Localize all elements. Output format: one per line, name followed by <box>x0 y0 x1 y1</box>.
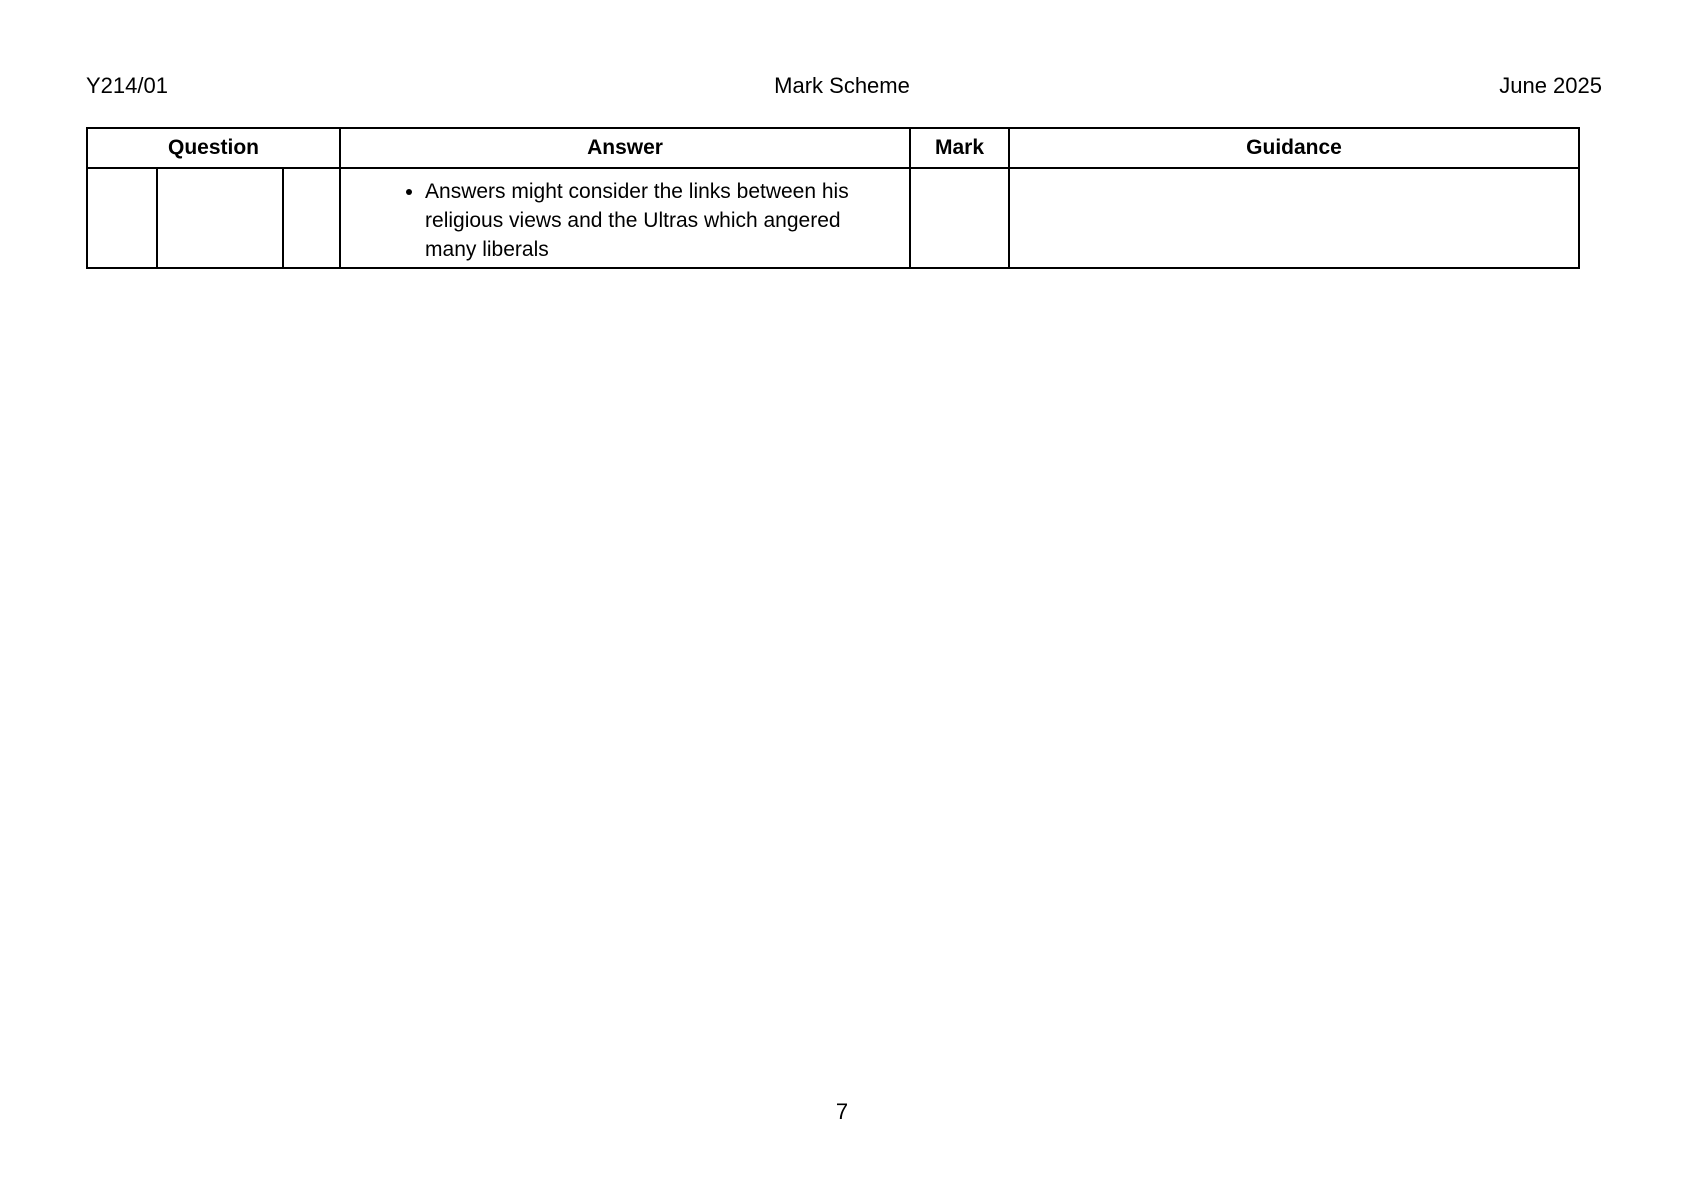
answer-cell <box>340 168 910 268</box>
document-code: Y214/01 <box>86 73 168 98</box>
page-number: 7 <box>835 1099 849 1124</box>
table-row <box>87 168 1579 268</box>
mark-cell <box>910 168 1009 268</box>
question-part-cell <box>157 168 283 268</box>
question-subpart-cell <box>283 168 340 268</box>
mark-scheme-table <box>86 127 1580 269</box>
document-title: Mark Scheme <box>774 73 910 98</box>
guidance-column-header: Guidance <box>1009 128 1579 168</box>
table-header-row <box>87 128 1579 168</box>
guidance-cell <box>1009 168 1579 268</box>
document-date: June 2025 <box>1499 73 1602 98</box>
answer-bullet: • Answers might consider the links between his religious views and the Ultras which angered many liberals <box>425 177 879 264</box>
answer-column-header: Answer <box>340 128 910 168</box>
answer-bullet-list <box>341 169 909 264</box>
mark-column-header: Mark <box>910 128 1009 168</box>
question-number-cell <box>87 168 157 268</box>
question-column-header: Question <box>87 128 340 168</box>
